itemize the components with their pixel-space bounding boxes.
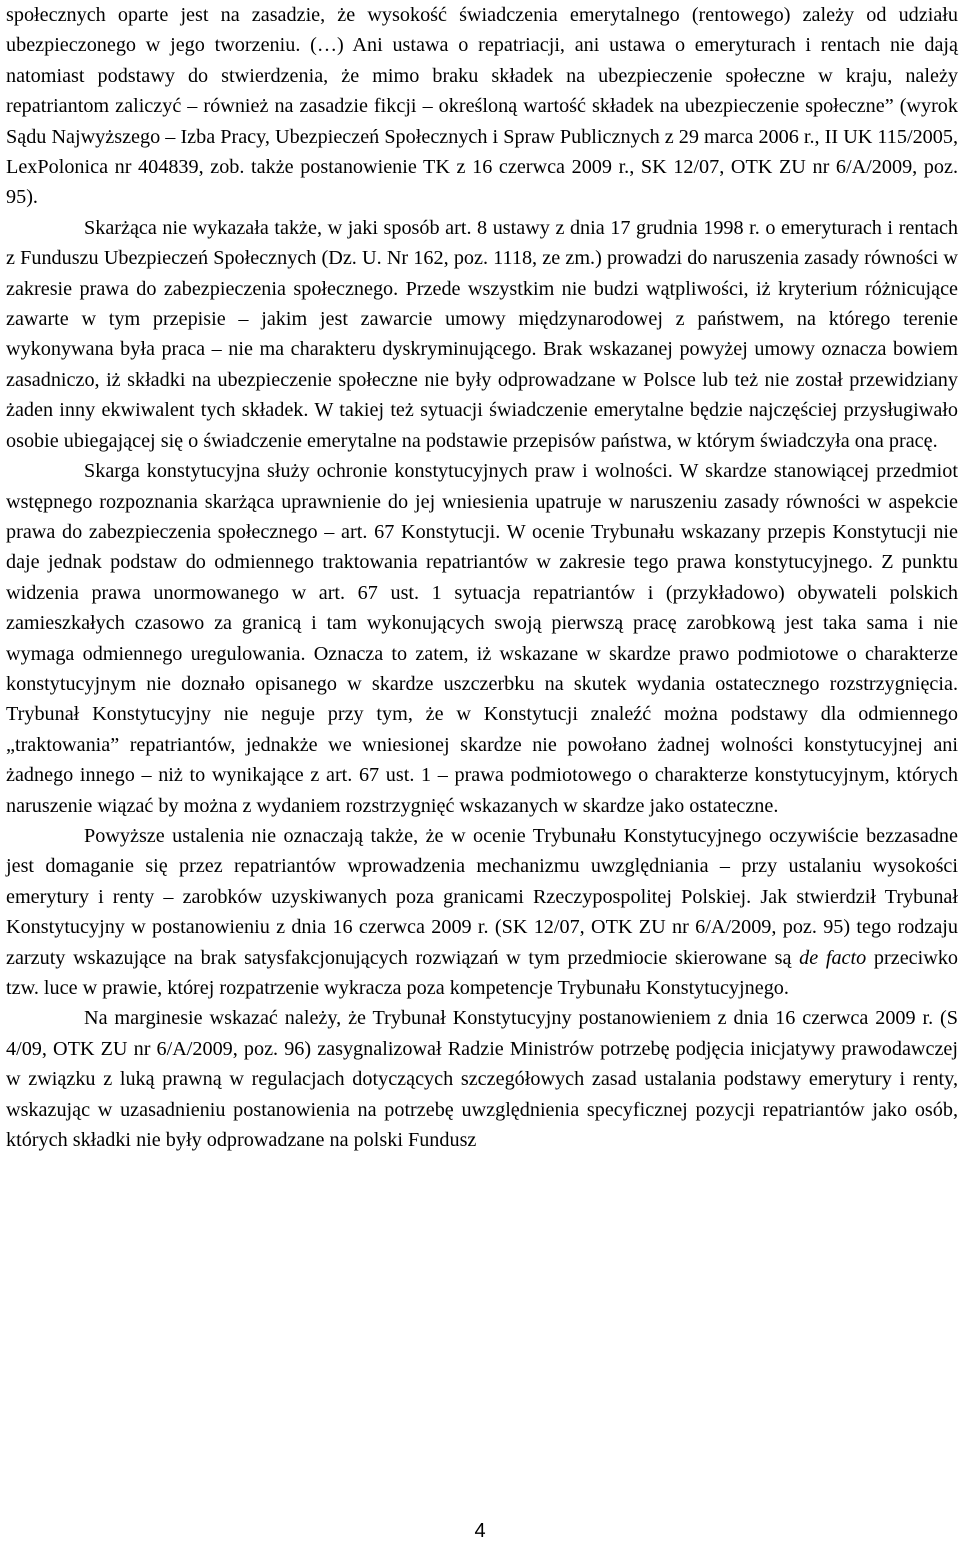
paragraph-text-after-italic: przeciwko tzw. luce w prawie, której rozpatrzenie wykracza poza kompetencje Trybunału Konstytucyjnego. xyxy=(6,946,959,999)
paragraph-powyzsze-ustalenia xyxy=(6,821,958,1003)
document-page xyxy=(6,0,958,1155)
paragraph-skarzaca: Skarżąca nie wykazała także, w jaki sposób art. 8 ustawy z dnia 17 grudnia 1998 r. o emeryturach i rentach z Funduszu Ubezpieczeń Społecznych (Dz. U. Nr 162, poz. 1118, ze zm.) prowadzi do naruszenia zasady równości w zakresie prawa do zabezpieczenia społecznego. Przede wszystkim nie budzi wątpliwości, iż kryterium różnicujące zawarte w tym przepisie – jakim jest zawarcie umowy międzynarodowej z państwem, na którego terenie wykonywana była praca – nie ma charakteru dyskryminującego. Brak wskazanej powyżej umowy oznacza bowiem zasadniczo, iż składki na ubezpieczenie społeczne nie były odprowadzane w Polsce lub też nie został przewidziany żaden inny ekwiwalent tych składek. W takiej też sytuacji świadczenie emerytalne będzie najczęściej przysługiwało osobie ubiegającej się o świadczenie emerytalne na podstawie przepisów państwa, w którym świadczyła ona pracę. xyxy=(6,216,958,452)
italic-phrase: de facto xyxy=(799,946,867,969)
page-number: 4 xyxy=(474,1520,486,1542)
paragraph-text-before-italic: Powyższe ustalenia nie oznaczają także, że w ocenie Trybunału Konstytucyjnego oczywiście bezzasadne jest domaganie się przez repatriantów wprowadzenia mechanizmu uwzględniania – przy ustalaniu wysokości emerytury i renty – zarobków uzyskiwanych poza granicami Rzeczypospolitej Polskiej. Jak stwierdził Trybunał Konstytucyjny w postanowieniu z dnia 16 czerwca 2009 r. (SK 12/07, OTK ZU nr 6/A/2009, poz. 95) tego rodzaju zarzuty wskazujące na brak satysfakcjonujących rozwiązań w tym przedmiocie skierowane są xyxy=(6,824,958,969)
paragraph-continued: społecznych oparte jest na zasadzie, że wysokość świadczenia emerytalnego (rentowego) zależy od udziału ubezpieczonego w jego tworzeniu. (…) Ani ustawa o repatriacji, ani ustawa o emeryturach i rentach nie dają natomiast podstawy do stwierdzenia, że mimo braku składek na ubezpieczenie społeczne w kraju, należy repatriantom zaliczyć – również na zasadzie fikcji – określoną wartość składek na ubezpieczenie społeczne” (wyrok Sądu Najwyższego – Izba Pracy, Ubezpieczeń Społecznych i Spraw Publicznych z 29 marca 2006 r., II UK 115/2005, LexPolonica nr 404839, zob. także postanowienie TK z 16 czerwca 2009 r., SK 12/07, OTK ZU nr 6/A/2009, poz. 95). xyxy=(6,4,958,209)
paragraph-skarga-konstytucyjna: Skarga konstytucyjna służy ochronie konstytucyjnych praw i wolności. W skardze stanowiącej przedmiot wstępnego rozpoznania skarżąca uprawnienie do jej wniesienia upatruje w naruszeniu zasady równości w aspekcie prawa do zabezpieczenia społecznego – art. 67 Konstytucji. W ocenie Trybunału wskazany przepis Konstytucji nie daje jednak podstaw do odmiennego traktowania repatriantów w zakresie tego prawa konstytucyjnego. Z punktu widzenia prawa unormowanego w art. 67 ust. 1 sytuacja repatriantów i (przykładowo) obywateli polskich zamieszkałych czasowo za granicą i tam wykonujących swoją pierwszą pracę zarobkową jest taka sama i nie wymaga odmiennego uregulowania. Oznacza to zatem, iż wskazane w skardze prawo podmiotowe o charakterze konstytucyjnym nie doznało opisanego w skardze uszczerbku na skutek wydania ostatecznego rozstrzygnięcia. Trybunał Konstytucyjny nie neguje przy tym, że w Konstytucji znaleźć można podstawy dla odmiennego „traktowania” repatriantów, jednakże we wniesionej skardze nie powołano żadnej wolności konstytucyjnej ani żadnego innego – niż to wynikające z art. 67 ust. 1 – prawa podmiotowego o charakterze konstytucyjnym, których naruszenie wiązać by można z wydaniem rozstrzygnięć wskazanych w skardze jako ostateczne. xyxy=(6,460,958,817)
paragraph-na-marginesie: Na marginesie wskazać należy, że Trybunał Konstytucyjny postanowieniem z dnia 16 czerwca 2009 r. (S 4/09, OTK ZU nr 6/A/2009, poz. 96) zasygnalizował Radzie Ministrów potrzebę podjęcia inicjatywy prawodawczej w związku z luką prawną w regulacjach dotyczących szczegółowych zasad ustalania podstawy emerytury i renty, wskazując w uzasadnieniu postanowienia na potrzebę uwzględnienia specyficznej pozycji repatriantów jako osób, których składki nie były odprowadzane na polski Fundusz xyxy=(6,1007,958,1152)
